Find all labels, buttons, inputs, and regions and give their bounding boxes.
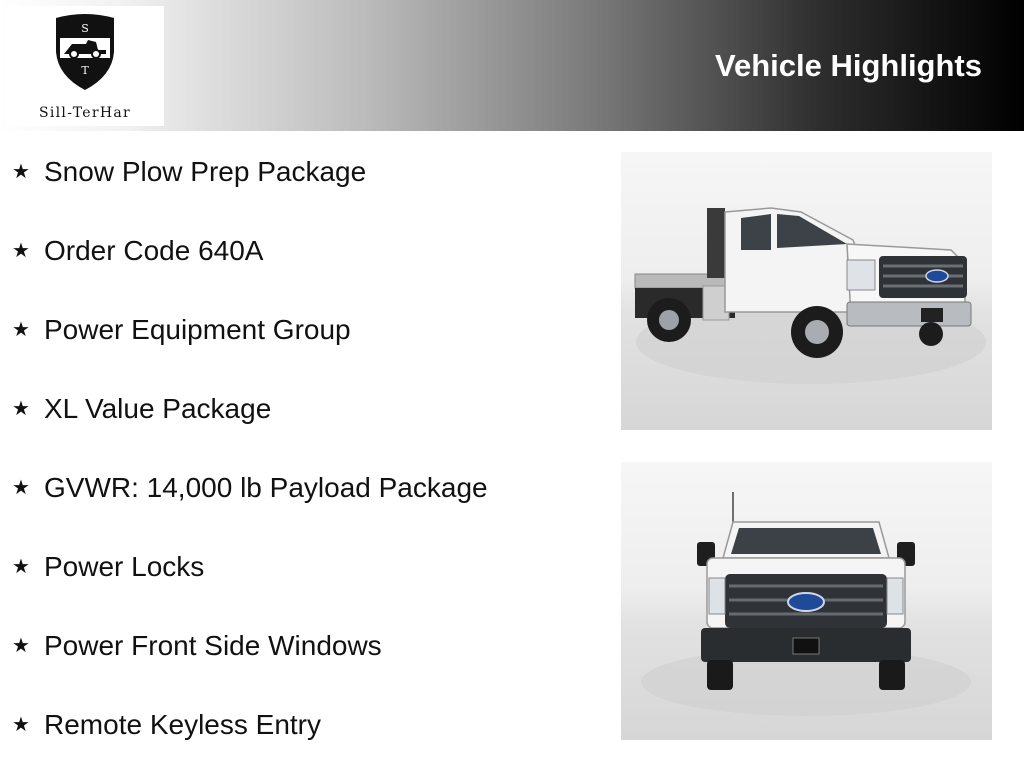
feature-label: Order Code 640A xyxy=(44,235,264,266)
list-item xyxy=(12,229,602,308)
truck-front-photo xyxy=(621,462,992,740)
feature-label: GVWR: 14,000 lb Payload Package xyxy=(44,472,488,503)
list-item xyxy=(12,150,602,229)
feature-label: Remote Keyless Entry xyxy=(44,709,321,740)
truck-side-photo xyxy=(621,152,992,430)
list-item xyxy=(12,466,602,545)
star-icon: ★ xyxy=(12,319,30,341)
list-item xyxy=(12,387,602,466)
star-icon: ★ xyxy=(12,161,30,183)
truck-front-icon xyxy=(621,462,992,740)
list-item xyxy=(12,624,602,703)
svg-text:S: S xyxy=(81,22,89,35)
feature-label: Power Front Side Windows xyxy=(44,630,382,661)
svg-text:T: T xyxy=(81,64,89,77)
star-icon: ★ xyxy=(12,240,30,262)
logo-wordmark: Sill-TerHar xyxy=(38,105,132,121)
list-item xyxy=(12,545,602,624)
feature-label: Power Locks xyxy=(44,551,205,582)
truck-side-icon xyxy=(621,152,992,430)
dealer-logo xyxy=(6,6,164,126)
shield-icon xyxy=(52,12,118,92)
star-icon: ★ xyxy=(12,398,30,420)
star-icon: ★ xyxy=(12,477,30,499)
list-item xyxy=(12,308,602,387)
list-item xyxy=(12,703,602,782)
star-icon: ★ xyxy=(12,556,30,578)
star-icon: ★ xyxy=(12,714,30,736)
feature-label: Snow Plow Prep Package xyxy=(44,156,367,187)
feature-list xyxy=(12,150,602,782)
feature-label: Power Equipment Group xyxy=(44,314,351,345)
page-title: Vehicle Highlights xyxy=(715,48,982,83)
feature-label: XL Value Package xyxy=(44,393,272,424)
header-banner xyxy=(0,0,1024,131)
star-icon: ★ xyxy=(12,635,30,657)
